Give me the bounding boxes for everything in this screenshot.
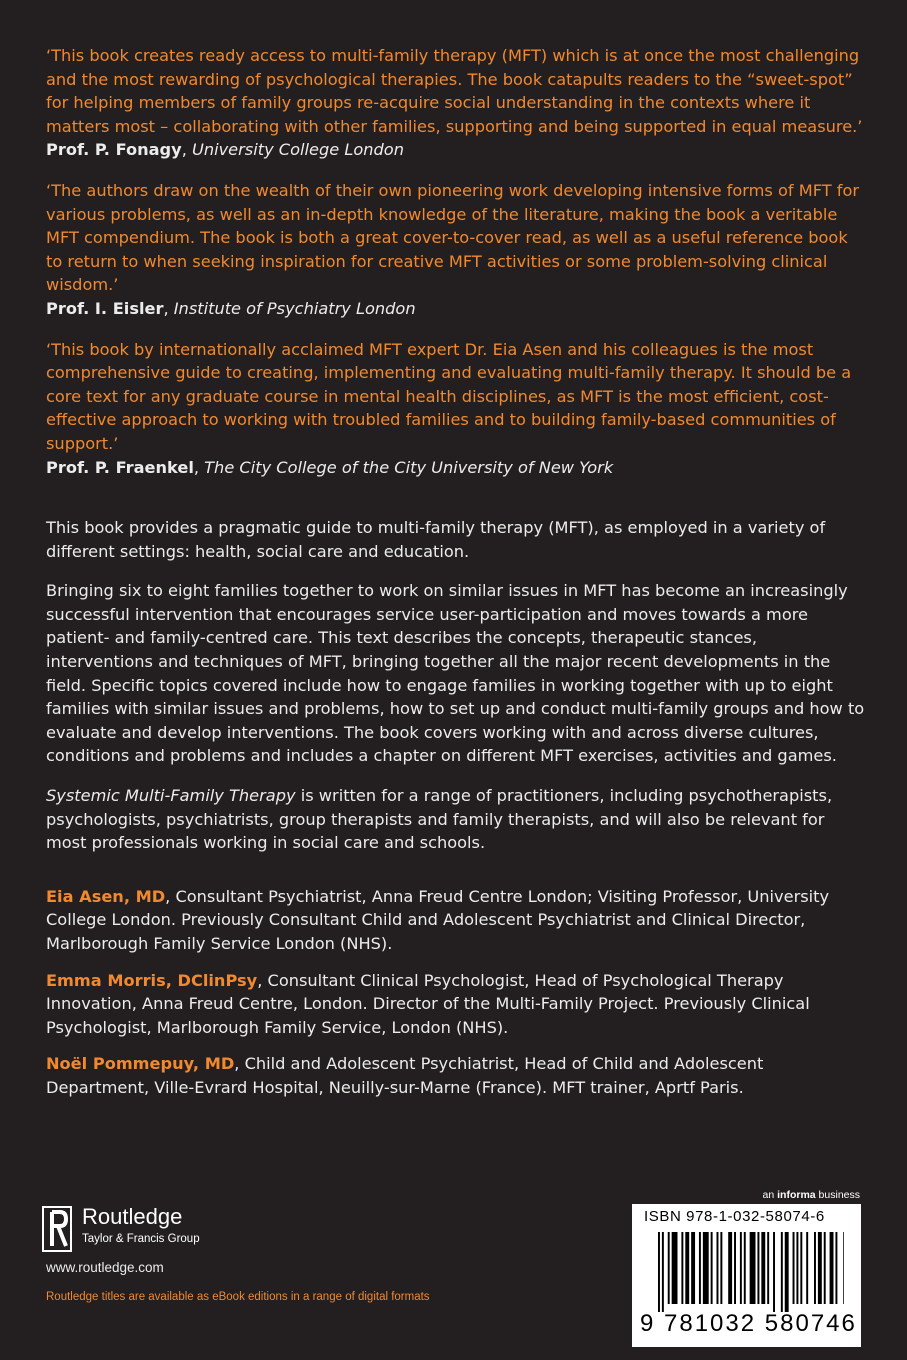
endorsement-attribution: Prof. P. Fraenkel, The City College of the City University of New York [46,457,614,477]
barcode-bars [658,1232,844,1312]
author-bio [46,885,866,956]
author-bio [46,1052,866,1099]
endorser-name: Prof. P. Fonagy [46,140,182,160]
book-title: Systemic Multi-Family Therapy [46,786,296,806]
author-name: Emma Morris, DClinPsy [46,970,258,990]
isbn-barcode [632,1204,861,1347]
informa-suffix: business [815,1189,860,1201]
publisher-website: www.routledge.com [46,1260,164,1275]
endorsement-quote: ‘This book creates ready access to multi-family therapy (MFT) which is at once the most challenging and the most rewarding of psychological therapies. The book catapults readers to the “sweet-spot” for helping members of family groups re-acquire social understanding in the contexts where it matters most – collaborating with other families, supporting and being supported in equal measure.’ [46,46,863,136]
description-paragraph: Bringing six to eight families together to work on similar issues in MFT has become an increasingly successful intervention that encourages service user-participation and moves towards a more patient- and family-centred care. This text describes the concepts, therapeutic stances, interventions and techniques of MFT, bringing together all the major recent developments in the field. Specific topics covered include how to engage families in working together with up to eight families with similar issues and problems, how to set up and conduct multi-family groups and how to evaluate and develop interventions. The book covers working with and across diverse cultures, conditions and problems and includes a chapter on different MFT exercises, activities and games. [46,581,865,766]
description-paragraph: This book provides a pragmatic guide to multi-family therapy (MFT), as employed in a variety of different settings: health, social care and education. [46,518,826,561]
isbn-number: ISBN 978-1-032-58074-6 [644,1208,825,1225]
author-bio-text: , Consultant Clinical Psychologist, Head of Psychological Therapy Innovation, Anna Freud Centre, London. Director of the Multi-Family Project. Previously Clinical Psychologist, Marlborough Family Service, London (NHS). [46,970,810,1037]
endorser-institution: The City College of the City University of New York [204,457,614,477]
informa-tagline [763,1189,860,1201]
routledge-r-icon [42,1206,72,1252]
informa-brand: informa [777,1189,816,1201]
endorser-institution: Institute of Psychiatry London [173,298,416,318]
author-bio-text: , Child and Adolescent Psychiatrist, Head of Child and Adolescent Department, Ville-Evrard Hospital, Neuilly-sur-Marne (France). MFT trainer, Aprtf Paris. [46,1054,764,1097]
endorsement-quote: ‘The authors draw on the wealth of their own pioneering work developing intensive forms of MFT for various problems, as well as an in-depth knowledge of the literature, making the book a veritable MFT compendium. The book is both a great cover-to-cover read, as well as a useful reference book to return to when seeking inspiration for creative MFT activities or some problem-solving clinical wisdom.’ [46,180,860,295]
ebook-note: Routledge titles are available as eBook editions in a range of digital formats [46,1291,430,1303]
endorsement-attribution: Prof. P. Fonagy, University College London [46,140,404,160]
description-paragraph [46,784,866,855]
informa-prefix: an [762,1189,778,1201]
barcode-digits: 9 781032 580746 [640,1310,857,1337]
author-bio [46,969,866,1040]
endorsement-fraenkel [46,338,866,480]
author-bio-text: , Consultant Psychiatrist, Anna Freud Centre London; Visiting Professor, University College London. Previously Consultant Child and Adolescent Psychiatrist and Clinical Director, Marlborough Family Service London (NHS). [46,886,830,953]
publisher-name: Routledge [82,1204,183,1229]
cover-footer [0,1180,907,1360]
author-name: Noël Pommepuy, MD [46,1054,235,1074]
endorsement-eisler [46,179,866,321]
description-text: is written for a range of practitioners, including psychotherapists, psychologists, psychiatrists, group therapists and family therapists, and will also be relevant for most professionals working in social care and schools. [46,786,833,853]
endorser-institution: University College London [192,140,404,160]
endorser-name: Prof. P. Fraenkel [46,457,194,477]
endorsement-fonagy [46,44,866,162]
publisher-logo [42,1204,262,1254]
author-bios [46,885,866,1100]
endorsement-attribution: Prof. I. Eisler, Institute of Psychiatry London [46,298,416,318]
back-cover [46,44,866,1113]
publisher-group: Taylor & Francis Group [82,1233,200,1245]
endorsement-quote: ‘This book by internationally acclaimed MFT expert Dr. Eia Asen and his colleagues is the most comprehensive guide to creating, implementing and evaluating multi-family therapy. It should be a core text for any graduate course in mental health disciplines, as MFT is the most efficient, cost-effective approach to working with troubled families and to building family-based communities of support.’ [46,339,852,453]
author-name: Eia Asen, MD [46,886,166,906]
endorser-name: Prof. I. Eisler [46,298,164,318]
book-description [46,516,866,855]
